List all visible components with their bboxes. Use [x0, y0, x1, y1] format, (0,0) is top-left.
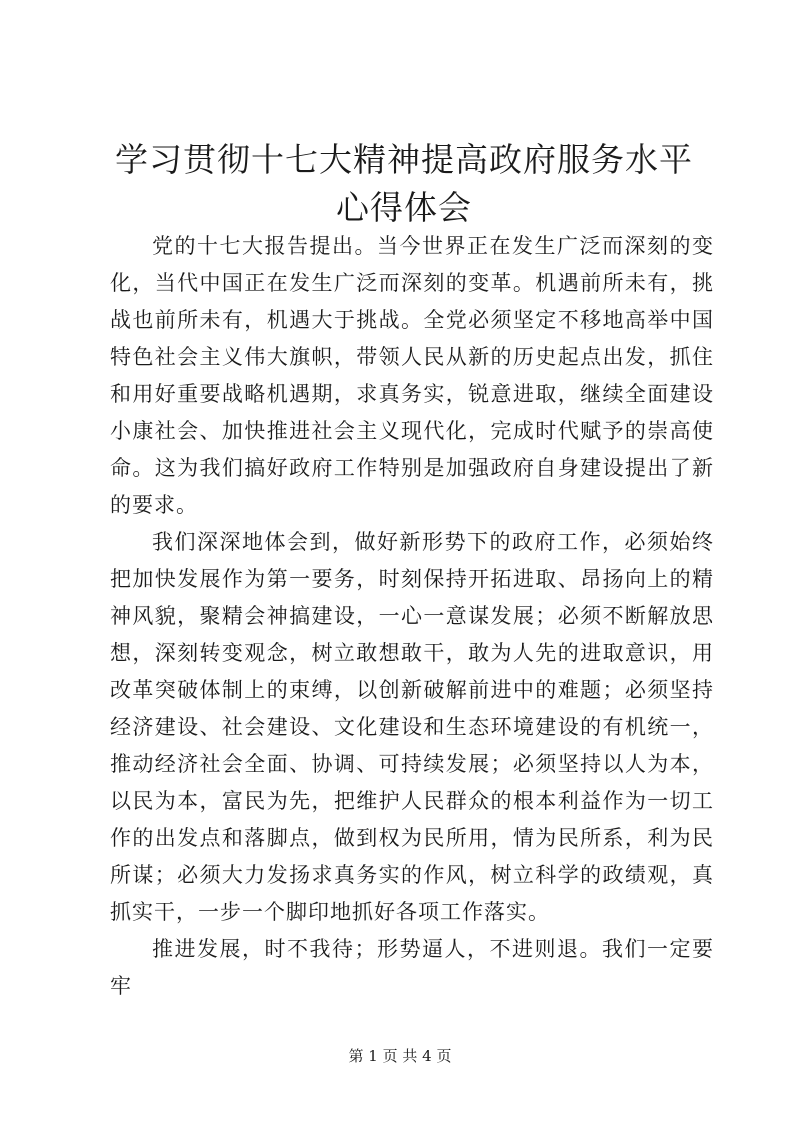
paragraph: 党的十七大报告提出。当今世界正在发生广泛而深刻的变化，当代中国正在发生广泛而深刻的变革。机遇前所未有，挑战也前所未有，机遇大于挑战。全党必须坚定不移地高举中国特色社会主义伟大旗帜，带领人民从新的历史起点出发，抓住和用好重要战略机遇期，求真务实，锐意进取，继续全面建设小康社会、加快推进社会主义现代化，完成时代赋予的崇高使命。这为我们搞好政府工作特别是加强政府自身建设提出了新的要求。	[110, 234, 714, 517]
page-footer: 第 1 页 共 4 页	[348, 1047, 452, 1065]
paragraph: 推进发展，时不我待；形势逼人，不进则退。我们一定要牢	[110, 937, 714, 998]
document-body	[110, 228, 714, 1005]
document-title: 学习贯彻十七大精神提高政府服务水平心得体会	[115, 140, 693, 227]
paragraph: 我们深深地体会到，做好新形势下的政府工作，必须始终把加快发展作为第一要务，时刻保持开拓进取、昂扬向上的精神风貌，聚精会神搞建设，一心一意谋发展；必须不断解放思想，深刻转变观念，树立敢想敢干，敢为人先的进取意识，用改革突破体制上的束缚，以创新破解前进中的难题；必须坚持经济建设、社会建设、文化建设和生态环境建设的有机统一，推动经济社会全面、协调、可持续发展；必须坚持以人为本，以民为本，富民为先，把维护人民群众的根本利益作为一切工作的出发点和落脚点，做到权为民所用，情为民所系，利为民所谋；必须大力发扬求真务实的作风，树立科学的政绩观，真抓实干，一步一个脚印地抓好各项工作落实。	[110, 530, 714, 924]
